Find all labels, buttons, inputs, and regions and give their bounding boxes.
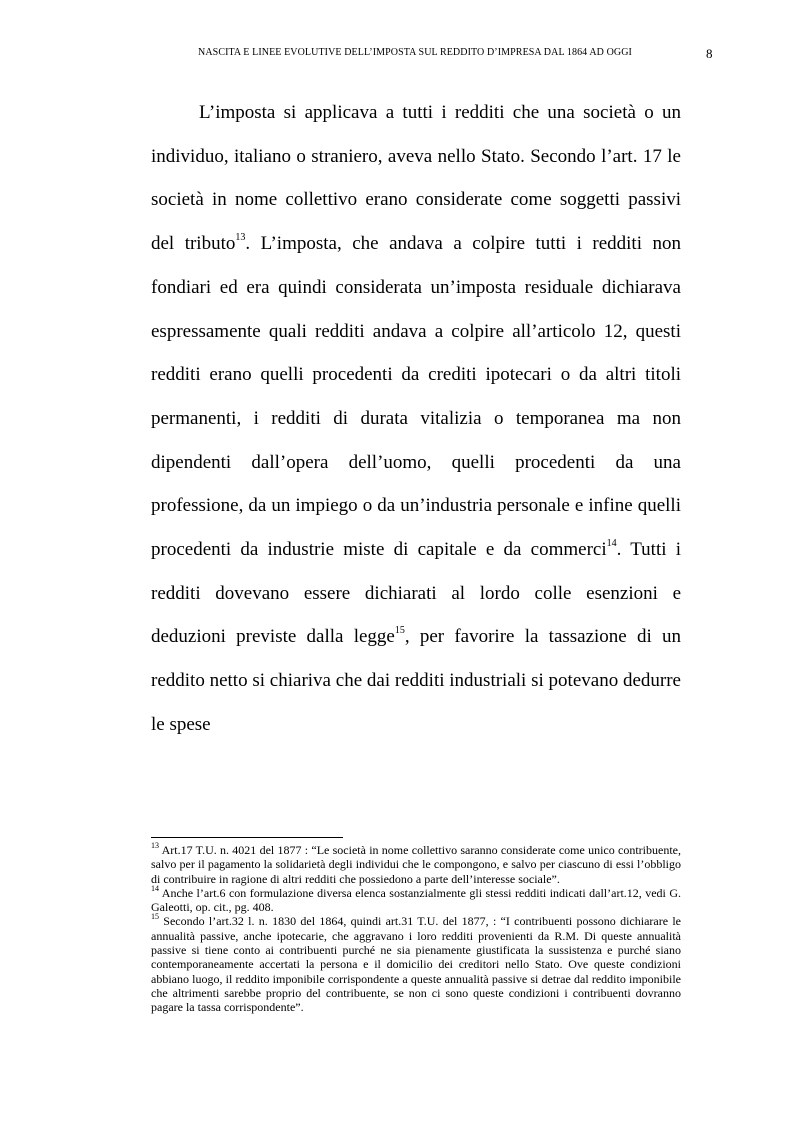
footnote-15 <box>151 914 681 1014</box>
running-header: NASCITA E LINEE EVOLUTIVE DELL’IMPOSTA SUL REDDITO D’IMPRESA DAL 1864 AD OGGI <box>198 47 632 58</box>
footnote-ref-13: 13 <box>235 231 246 243</box>
body-text-segment: L’imposta si applicava a tutti i redditi che una società o un individuo, italiano o straniero, aveva nello Stato. Secondo l’art. 17 le società in nome collettivo erano considerate come soggetti passivi del tributo <box>151 102 681 255</box>
body-text-segment: , per favorire la tassazione di un reddito netto si chiariva che dai redditi industriali si potevano dedurre le spese <box>151 626 681 735</box>
body-paragraph <box>151 91 681 747</box>
footnote-divider <box>151 837 343 838</box>
footnote-text: Anche l’art.6 con formulazione diversa elenca sostanzialmente gli stessi redditi indicati dall’art.12, vedi G. Galeotti, op. cit., pg. 408. <box>151 885 681 915</box>
footnote-ref-14: 14 <box>606 537 617 549</box>
footnote-14 <box>151 883 681 915</box>
footnote-text: Art.17 T.U. n. 4021 del 1877 : “Le società in nome collettivo saranno considerate come unico contribuente, salvo per il pagamento la solidarietà degli individui che le compongono, e salvo per ciascuno di essi l’obbligo di contribuire in ragione di altri redditi che possiedono a parte dell’interesse sociale”. <box>151 843 681 886</box>
body-text-segment: . Tutti i redditi dovevano essere dichiarati al lordo colle esenzioni e deduzioni previste dalla legge <box>151 539 682 648</box>
page-number: 8 <box>706 46 713 61</box>
footnote-13 <box>151 843 681 886</box>
footnote-number: 15 <box>151 912 159 922</box>
footnote-ref-15: 15 <box>394 625 405 637</box>
footnote-text: Secondo l’art.32 l. n. 1830 del 1864, quindi art.31 T.U. del 1877, : “I contribuenti possono dichiarare le annualità passive, anche ipotecarie, che aggravano i loro redditi provenienti da R.M. Di queste annualità passive si tiene conto ai contribuenti purché ne sia pienamente giustificata la sussistenza e purché siano contemporaneamente accertati la persona e il domicilio dei creditori nello Stato. Ove queste condizioni abbiano luogo, il reddito imponibile corrispondente a queste annualità passive si detrae dal reddito imponibile che altrimenti sarebbe proprio del contribuente, se non ci sono queste condizioni i contribuenti dovranno pagare la tassa corrispondente”. <box>151 914 681 1015</box>
footnotes <box>151 843 681 1015</box>
footnote-number: 14 <box>151 883 159 893</box>
body-text-segment: . L’imposta, che andava a colpire tutti i redditi non fondiari ed era quindi considerata un’imposta residuale dichiarava espressamente quali redditi andava a colpire all’articolo 12, questi redditi erano quelli procedenti da crediti ipotecari o da altri titoli permanenti, i redditi di durata vitalizia o temporanea ma non dipendenti dall’opera dell’uomo, quelli procedenti da una professione, da un impiego o da un’industria personale e infine quelli procedenti da industrie miste di capitale e da commerci <box>151 233 681 561</box>
footnote-number: 13 <box>151 841 159 850</box>
